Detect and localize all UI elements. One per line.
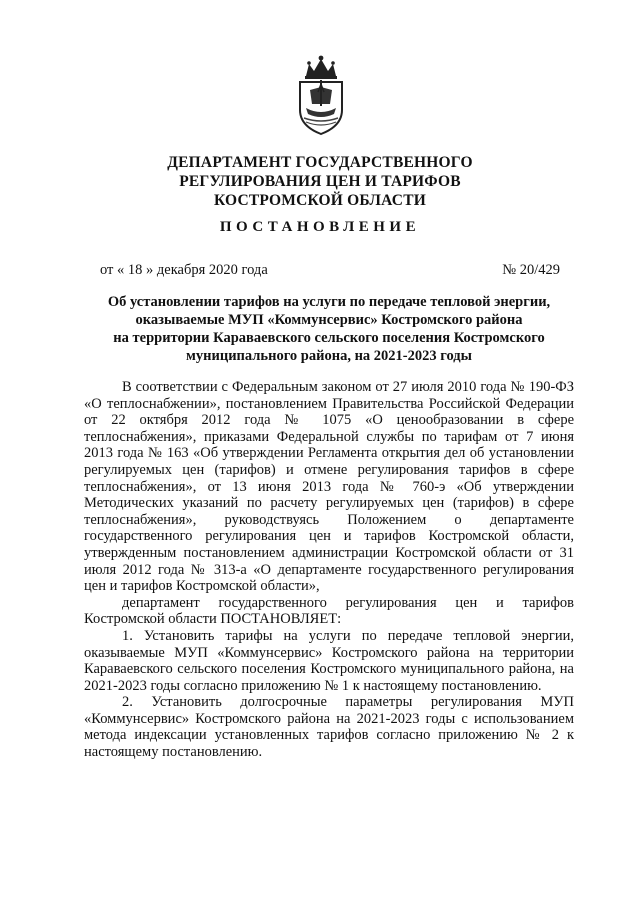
subject-line: на территории Караваевского сельского поселения Костромского [113,330,545,346]
body-paragraph: 2. Установить долгосрочные параметры регулирования МУП «Коммунсервис» Костромского района на 2021-2023 годы с использованием метода индексации установленных тарифов согласно приложению № 2 к настоящему постановлению. [84,694,574,761]
document-number: № 20/429 [502,262,560,278]
department-line: РЕГУЛИРОВАНИЯ ЦЕН И ТАРИФОВ [179,173,461,190]
subject-line: оказываемые МУП «Коммунсервис» Костромского района [135,312,523,328]
document-date: от « 18 » декабря 2020 года [100,262,268,278]
subject-line: Об установлении тарифов на услуги по передаче тепловой энергии, [107,294,551,310]
department-name [100,153,540,210]
body-paragraph: 1. Установить тарифы на услуги по передаче тепловой энергии, оказываемые МУП «Коммунсервис» Костромского района на территории Караваевского сельского поселения Костромского муниципального района, на 2021-2023 годы согласно приложению № 1 к настоящему постановлению. [84,627,574,694]
kostroma-coat-of-arms-icon [292,54,350,136]
document-subject [84,293,574,365]
department-line: ДЕПАРТАМЕНТ ГОСУДАРСТВЕННОГО [167,154,473,171]
subject-line: муниципального района, на 2021-2023 годы [186,348,472,364]
document-body [84,379,574,761]
department-line: КОСТРОМСКОЙ ОБЛАСТИ [213,192,426,209]
body-paragraph: В соответствии с Федеральным законом от 27 июля 2010 года № 190-ФЗ «О теплоснабжении», постановлением Правительства Российской Федерации от 22 октября 2012 года № 1075 «О ценообразовании в сфере теплоснабжения», приказами Федеральной службы по тарифам от 7 июня 2013 года № 163 «Об утверждении Регламента открытия дел об установлении регулируемых цен (тарифов) и отмене регулирования тарифов в сфере теплоснабжения», от 13 июня 2013 года № 760-э «Об утверждении Методических указаний по расчету регулируемых цен (тарифов) в сфере теплоснабжения», руководствуясь Положением о департаменте государственного регулирования цен и тарифов Костромской области, утвержденным постановлением администрации Костромской области от 31 июля 2012 года № 313-а «О департаменте государственного регулирования цен и тарифов Костромской области», [84,379,574,595]
date-number-row [100,262,560,279]
document-type-title: ПОСТАНОВЛЕНИЕ [219,219,421,235]
body-paragraph: департамент государственного регулирования цен и тарифов Костромской области ПОСТАНОВЛЯЕТ: [84,594,574,628]
